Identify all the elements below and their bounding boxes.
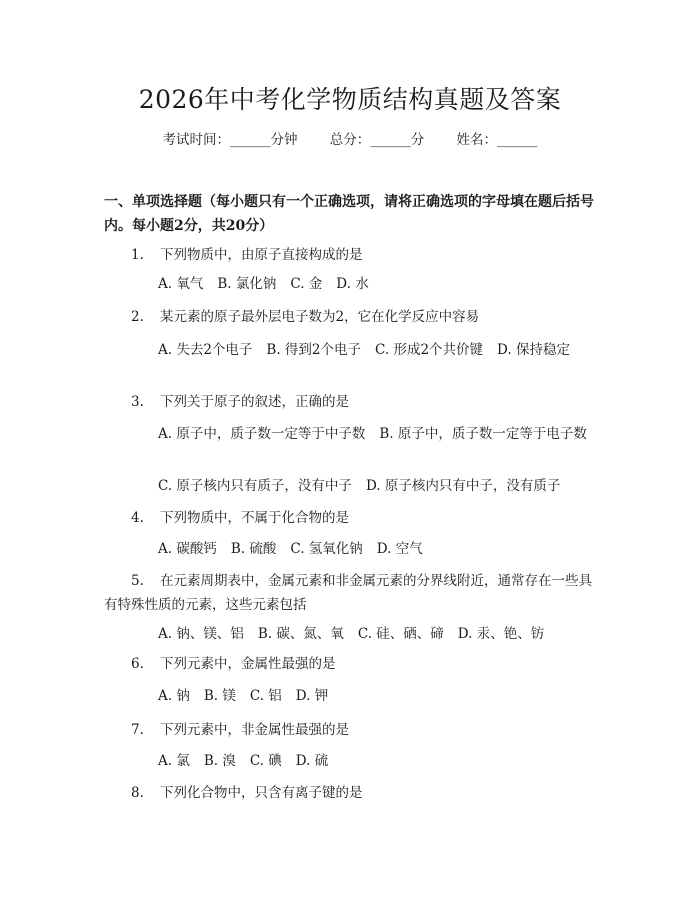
question-number: 1. (131, 247, 144, 263)
option-a: A. 原子中，质子数一定等于中子数 (158, 426, 366, 442)
question-1-options (104, 272, 600, 296)
question-6 (104, 652, 600, 676)
question-7-options (104, 749, 600, 773)
question-4-options (104, 537, 600, 561)
question-8 (104, 781, 600, 805)
question-text: 下列元素中，非金属性最强的是 (160, 722, 349, 738)
question-number: 3. (131, 394, 144, 410)
question-text: 下列物质中，由原子直接构成的是 (160, 247, 363, 263)
option-c: C. 形成2个共价键 (375, 342, 484, 358)
option-b: B. 原子中，质子数一定等于电子数 (379, 426, 587, 442)
question-2 (104, 305, 600, 329)
option-b: B. 硫酸 (230, 541, 277, 557)
option-c: C. 铝 (249, 688, 282, 704)
option-a: A. 碳酸钙 (158, 541, 217, 557)
option-b: B. 溴 (203, 753, 236, 769)
exam-meta (0, 130, 700, 150)
question-3 (104, 390, 600, 414)
option-b: B. 氯化钠 (217, 276, 277, 292)
question-number: 2. (131, 309, 144, 325)
question-5-options (104, 622, 600, 646)
option-b: B. 碳、氮、氧 (257, 626, 344, 642)
option-b: B. 得到2个电子 (266, 342, 362, 358)
question-4 (104, 506, 600, 530)
option-b: B. 镁 (203, 688, 236, 704)
option-c: C. 金 (290, 276, 323, 292)
question-3-options-row-2 (104, 474, 600, 498)
question-text: 下列物质中，不属于化合物的是 (160, 510, 349, 526)
exam-time-field: 考试时间：______分钟 (162, 132, 298, 148)
question-number: 8. (131, 785, 144, 801)
question-number: 4. (131, 510, 144, 526)
section-heading: 一、单项选择题（每小题只有一个正确选项，请将正确选项的字母填在题后括号内。每小题2分，共20分） (104, 194, 594, 234)
option-d: D. 原子核内只有中子，没有质子 (365, 478, 561, 494)
option-a: A. 氧气 (158, 276, 204, 292)
question-text: 某元素的原子最外层电子数为2，它在化学反应中容易 (160, 309, 480, 325)
question-text: 在元素周期表中，金属元素和非金属元素的分界线附近，通常存在一些具有特殊性质的元素，这些元素包括 (104, 573, 592, 613)
option-c: C. 氢氧化钠 (290, 541, 363, 557)
option-d: D. 空气 (376, 541, 423, 557)
question-number: 5. (131, 573, 144, 589)
option-a: A. 钠 (158, 688, 190, 704)
total-score-field: 总分：______分 (329, 132, 425, 148)
option-c: C. 硅、硒、碲 (357, 626, 444, 642)
question-text: 下列化合物中，只含有离子键的是 (160, 785, 363, 801)
question-3-options-row-1 (104, 422, 600, 446)
page-title: 2026年中考化学物质结构真题及答案 (138, 85, 562, 114)
question-number: 6. (131, 656, 144, 672)
option-c: C. 碘 (249, 753, 282, 769)
question-1 (104, 243, 600, 267)
option-a: A. 钠、镁、铝 (158, 626, 244, 642)
option-d: D. 水 (336, 276, 369, 292)
option-d: D. 钾 (295, 688, 329, 704)
student-name-field: 姓名：______ (456, 132, 538, 148)
question-6-options (104, 684, 600, 708)
question-5 (104, 569, 600, 617)
option-d: D. 硫 (295, 753, 329, 769)
option-c: C. 原子核内只有质子，没有中子 (158, 478, 352, 494)
question-text: 下列关于原子的叙述，正确的是 (160, 394, 349, 410)
question-2-options (104, 338, 600, 362)
question-text: 下列元素中，金属性最强的是 (160, 656, 336, 672)
question-number: 7. (131, 722, 144, 738)
option-a: A. 失去2个电子 (158, 342, 253, 358)
option-d: D. 汞、铯、钫 (457, 626, 545, 642)
option-a: A. 氯 (158, 753, 190, 769)
question-7 (104, 718, 600, 742)
option-d: D. 保持稳定 (497, 342, 570, 358)
